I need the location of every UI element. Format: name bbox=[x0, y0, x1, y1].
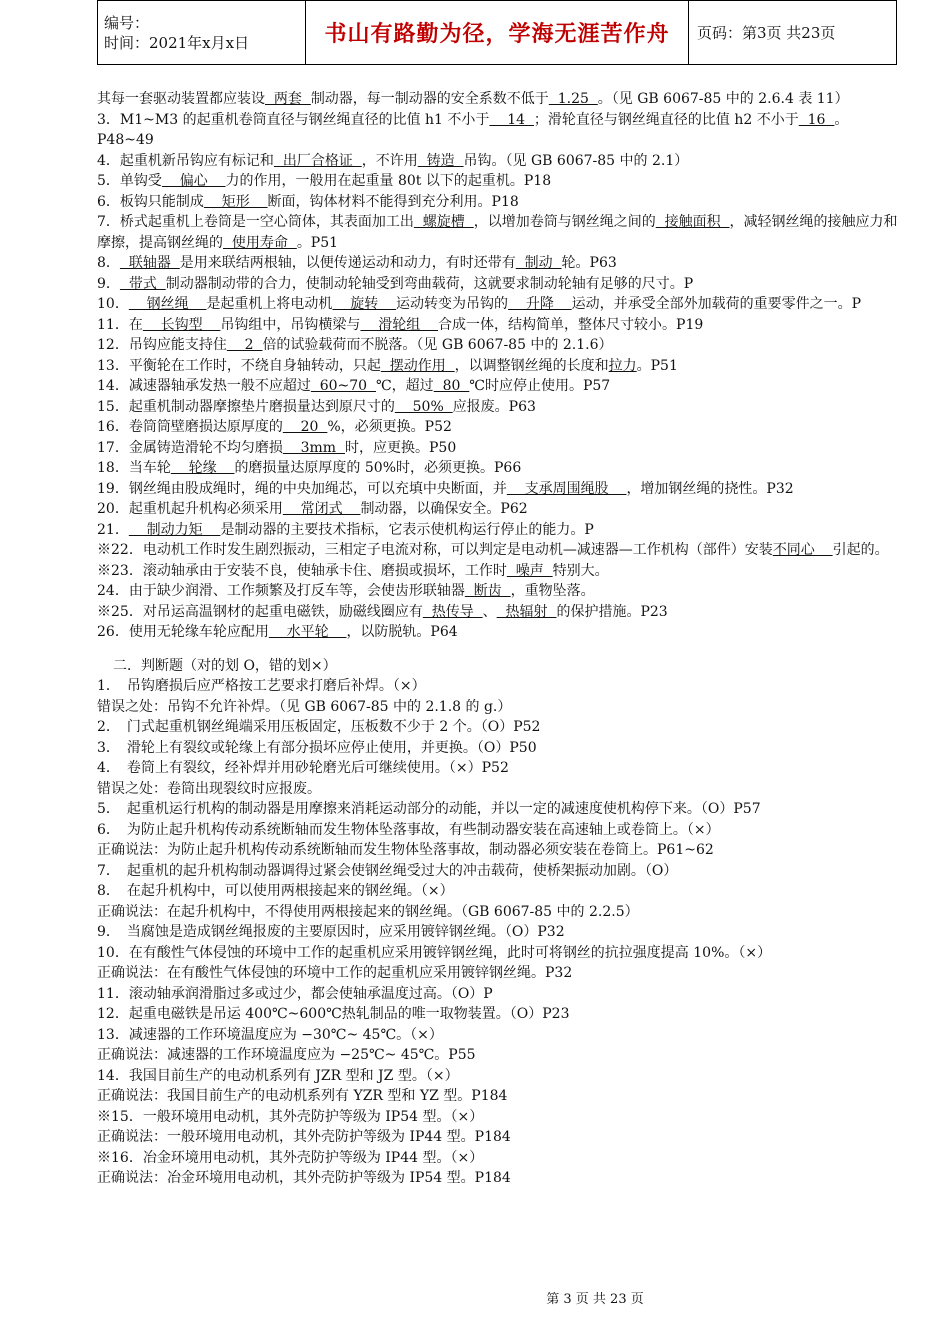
question-text: 引起的。 bbox=[832, 542, 889, 558]
judge-line: 13．减速器的工作环境温度应为 −30℃~ 45℃。（×） bbox=[97, 1026, 443, 1043]
fill-question bbox=[97, 520, 905, 541]
question-text: ，增加钢丝绳的挠性。P32 bbox=[626, 480, 794, 497]
question-text: ℃，超过 bbox=[376, 378, 434, 394]
fill-question bbox=[97, 581, 905, 602]
question-text: ；滑轮直径与钢丝绳直径的比值 h2 不小于 bbox=[533, 111, 799, 128]
question-text: 18．当车轮 bbox=[97, 460, 171, 476]
question-text: 。P48~49 bbox=[97, 111, 849, 148]
answer-blank: 热传导 bbox=[422, 603, 483, 620]
document-body bbox=[97, 89, 905, 1189]
answer-blank: 水平轮 bbox=[268, 624, 347, 640]
fill-question bbox=[97, 622, 905, 643]
judge-line: 正确说法：为防止起升机构传动系统断轴而发生物体坠落事故，制动器必须安装在卷筒上。P61~62 bbox=[97, 842, 714, 858]
fill-question bbox=[97, 602, 905, 623]
question-text: ※25．对吊运高温钢材的起重电磁铁，励磁线圈应有 bbox=[97, 603, 423, 620]
fill-question bbox=[97, 294, 905, 315]
question-text: 。P51 bbox=[636, 357, 678, 374]
question-text: 运动，并承受全部外加载荷的重要零件之一。P bbox=[571, 296, 862, 312]
judge-line: 3． 滑轮上有裂纹或轮缘上有部分损坏应停止使用，并更换。（O）P50 bbox=[97, 739, 537, 756]
page-footer: 第 3 页 共 23 页 bbox=[546, 1292, 644, 1307]
question-text: 的磨损量达原厚度的 50%时，必须更换。P66 bbox=[234, 460, 522, 476]
answer-blank: 升降 bbox=[508, 296, 572, 312]
question-text: 4．起重机新吊钩应有标记和 bbox=[97, 152, 274, 169]
answer-blank: 矩形 bbox=[203, 193, 268, 210]
judge-line: 6． 为防止起升机构传动系统断轴而发生物体坠落事故，有些制动器安装在高速轴上或卷筒上。（×） bbox=[97, 821, 720, 838]
answer-blank: 摆动作用 bbox=[380, 357, 455, 374]
question-text: ℃时应停止使用。P57 bbox=[469, 378, 611, 394]
answer-blank: 联轴器 bbox=[119, 255, 180, 271]
question-text: ，重物坠落。 bbox=[510, 583, 595, 599]
fill-question bbox=[97, 356, 905, 377]
answer-blank: 常闭式 bbox=[282, 501, 361, 517]
question-text: 14．减速器轴承发热一般不应超过 bbox=[97, 378, 311, 394]
question-text: 断面，钩体材料不能得到充分利用。P18 bbox=[267, 193, 519, 210]
question-text: 24．由于缺少润滑、工作频繁及打反车等，会使齿形联轴器 bbox=[97, 583, 465, 599]
fill-question bbox=[97, 458, 905, 479]
judge-line: 7． 起重机的起升机构制动器调得过紧会使钢丝绳受过大的冲击载荷，使桥架振动加剧。（O） bbox=[97, 862, 678, 879]
judge-line: 正确说法：冶金环境用电动机，其外壳防护等级为 IP54 型。P184 bbox=[97, 1170, 511, 1186]
answer-blank: 80 bbox=[433, 378, 470, 394]
judge-line: 14．我国目前生产的电动机系列有 JZR 型和 JZ 型。（×） bbox=[97, 1067, 459, 1084]
question-text: 26．使用无轮缘车轮应配用 bbox=[97, 624, 269, 640]
judge-line: 1． 吊钩磨损后应严格按工艺要求打磨后补焊。（×） bbox=[97, 678, 426, 694]
answer-blank: 两套 bbox=[265, 91, 311, 107]
question-text: 19．钢丝绳由股成绳时，绳的中央加绳芯，可以充填中央断面，并 bbox=[97, 480, 507, 497]
fill-question bbox=[97, 499, 905, 520]
question-text: 16．卷筒筒壁磨损达原厚度的 bbox=[97, 419, 283, 435]
fill-question bbox=[97, 274, 905, 295]
question-text: ，不许用 bbox=[361, 152, 418, 169]
question-text: 9． bbox=[97, 275, 120, 292]
document-number: 编号： bbox=[104, 13, 150, 32]
answer-blank: 接触面积 bbox=[655, 214, 730, 230]
judge-line: 8． 在起升机构中，可以使用两根接起来的钢丝绳。（×） bbox=[97, 883, 454, 899]
judge-line: 错误之处：卷筒出现裂纹时应报废。 bbox=[97, 780, 321, 797]
question-text: 是起重机上将电动机 bbox=[206, 296, 333, 312]
answer-blank: 1.25 bbox=[548, 91, 598, 107]
answer-blank: 旋转 bbox=[332, 296, 397, 312]
question-text: 。P51 bbox=[296, 234, 339, 251]
answer-blank: 制动力矩 bbox=[128, 521, 221, 538]
question-text: 力的作用，一般用在起重量 80t 以下的起重机。P18 bbox=[225, 173, 552, 189]
question-text: %，必须更换。P52 bbox=[327, 419, 452, 435]
answer-blank: 支承周围绳股 bbox=[506, 480, 627, 497]
question-text: 7．桥式起重机上卷筒是一空心筒体，其表面加工出 bbox=[97, 214, 414, 230]
question-text: 是用来联结两根轴，以便传递运动和动力，有时还带有 bbox=[179, 255, 516, 271]
answer-blank: 出厂合格证 bbox=[273, 152, 362, 169]
fill-question bbox=[97, 151, 905, 172]
question-text: 的保护措施。P23 bbox=[556, 603, 668, 620]
question-text: 应报废。P63 bbox=[452, 398, 536, 415]
fill-question bbox=[97, 89, 905, 110]
judge-line: 正确说法：在起升机构中，不得使用两根接起来的钢丝绳。（GB 6067-85 中的 2.2.5） bbox=[97, 903, 639, 920]
answer-blank: 钢丝绳 bbox=[128, 296, 207, 312]
question-text: 制动器，每一制动器的安全系数不低于 bbox=[310, 91, 549, 107]
question-text: ，以防脱轨。P64 bbox=[346, 624, 458, 640]
fill-question bbox=[97, 192, 905, 213]
judge-line: 9． 当腐蚀是造成钢丝绳报废的主要原因时，应采用镀锌钢丝绳。（O）P32 bbox=[97, 924, 565, 940]
answer-blank: 断齿 bbox=[464, 583, 511, 599]
judge-line: 正确说法：减速器的工作环境温度应为 −25℃~ 45℃。P55 bbox=[97, 1047, 476, 1063]
question-text: 是制动器的主要技术指标，它表示使机构运行停止的能力。P bbox=[220, 521, 594, 538]
judge-line: 10．在有酸性气体侵蚀的环境中工作的起重机应采用镀锌钢丝绳，此时可将钢丝的抗拉强度提高 10%。（×） bbox=[97, 944, 772, 961]
answer-blank: 制动 bbox=[515, 255, 562, 271]
fill-question bbox=[97, 561, 905, 582]
question-text: 合成一体，结构简单，整体尺寸较小。P19 bbox=[438, 316, 704, 333]
question-text: 8． bbox=[97, 255, 120, 271]
answer-blank: 14 bbox=[489, 111, 534, 128]
question-text: ※22．电动机工作时发生剧烈振动，三相定子电流对称，可以判定是电动机—减速器—工作机构（部件）安装 bbox=[97, 542, 773, 558]
fill-question bbox=[97, 438, 905, 459]
answer-blank: 16 bbox=[798, 111, 835, 128]
judge-line: 4． 卷筒上有裂纹，经补焊并用砂轮磨光后可继续使用。（×）P52 bbox=[97, 760, 509, 776]
answer-blank: 20 bbox=[282, 419, 328, 435]
answer-blank: 滑轮组 bbox=[360, 316, 439, 333]
question-text: 轮。P63 bbox=[561, 255, 617, 271]
question-text: 20．起重机起升机构必须采用 bbox=[97, 501, 283, 517]
judge-line: 正确说法：我国目前生产的电动机系列有 YZR 型和 YZ 型。P184 bbox=[97, 1088, 508, 1104]
question-text: 12．吊钩应能支持住 bbox=[97, 337, 227, 353]
judge-line: 12．起重电磁铁是吊运 400℃~600℃热轧制品的唯一取物装置。（O）P23 bbox=[97, 1006, 570, 1022]
fill-in-questions bbox=[97, 89, 905, 643]
fill-question bbox=[97, 315, 905, 336]
question-text: 5．单钩受 bbox=[97, 173, 162, 189]
fill-question bbox=[97, 335, 905, 356]
answer-blank: 偏心 bbox=[161, 173, 226, 189]
question-text: 其每一套驱动装置都应装设 bbox=[97, 91, 265, 107]
question-text: ，以调整钢丝绳的长度和 bbox=[454, 357, 609, 374]
question-text: 吊钩。（见 GB 6067-85 中的 2.1） bbox=[463, 152, 689, 169]
header-meta bbox=[98, 1, 306, 65]
question-text: 倍的试验载荷而不脱落。（见 GB 6067-85 中的 2.1.6） bbox=[262, 337, 613, 353]
question-text: 吊钩组中，吊钩横梁与 bbox=[220, 316, 361, 333]
header-page-label: 页码：第3页 共23页 bbox=[689, 1, 897, 65]
judge-line: ※15．一般环境用电动机，其外壳防护等级为 IP54 型。（×） bbox=[97, 1108, 484, 1125]
question-text: 。（见 GB 6067-85 中的 2.6.4 表 11） bbox=[597, 91, 849, 107]
question-text: 运动转变为吊钩的 bbox=[396, 296, 509, 312]
fill-question bbox=[97, 110, 905, 151]
fill-question bbox=[97, 479, 905, 500]
fill-question bbox=[97, 397, 905, 418]
question-text: 制动器，以确保安全。P62 bbox=[360, 501, 528, 517]
judge-line: 11．滚动轴承润滑脂过多或过少，都会使轴承温度过高。（O）P bbox=[97, 985, 493, 1002]
answer-blank: 螺旋槽 bbox=[413, 214, 474, 230]
answer-blank: 轮缘 bbox=[170, 460, 235, 476]
fill-question bbox=[97, 212, 905, 253]
answer-blank: 带式 bbox=[119, 275, 166, 292]
question-text: ，以增加卷筒与钢丝绳之间的 bbox=[473, 214, 656, 230]
judge-line: 2． 门式起重机钢丝绳端采用压板固定，压板数不少于 2 个。（O）P52 bbox=[97, 719, 541, 735]
judge-line: ※16．冶金环境用电动机，其外壳防护等级为 IP44 型。（×） bbox=[97, 1149, 484, 1166]
answer-blank: 不同心 bbox=[772, 542, 833, 558]
answer-blank: 拉力 bbox=[608, 357, 637, 374]
answer-blank: 50% bbox=[394, 398, 453, 415]
question-text: 21． bbox=[97, 521, 129, 538]
question-text: 13．平衡轮在工作时，不绕自身轴转动，只起 bbox=[97, 357, 381, 374]
fill-question bbox=[97, 171, 905, 192]
question-text: 11．在 bbox=[97, 316, 143, 333]
fill-question bbox=[97, 540, 905, 561]
question-text: 特别大。 bbox=[552, 562, 609, 579]
question-text: 15．起重机制动器摩擦垫片磨损量达到原尺寸的 bbox=[97, 398, 395, 415]
section-title: 二．判断题（对的划 O，错的划×） bbox=[113, 657, 337, 674]
fill-question bbox=[97, 417, 905, 438]
fill-question bbox=[97, 376, 905, 397]
fill-question bbox=[97, 253, 905, 274]
answer-blank: 长钩型 bbox=[142, 316, 221, 333]
question-text: 6．板钩只能制成 bbox=[97, 193, 204, 210]
judge-line: 正确说法：在有酸性气体侵蚀的环境中工作的起重机应采用镀锌钢丝绳。P32 bbox=[97, 965, 573, 981]
judge-line: 错误之处：吊钩不允许补焊。（见 GB 6067-85 中的 2.1.8 的 g.） bbox=[97, 698, 512, 715]
question-text: ※23．滚动轴承由于安装不良，使轴承卡住、磨损或损坏，工作时 bbox=[97, 562, 507, 579]
answer-blank: 3mm bbox=[282, 439, 345, 456]
question-text: 时，应更换。P50 bbox=[345, 439, 457, 456]
answer-blank: 使用寿命 bbox=[223, 234, 297, 251]
document-time: 时间：2021年x月x日 bbox=[104, 33, 250, 52]
question-text: 17．金属铸造滑轮不均匀磨损 bbox=[97, 439, 283, 456]
judge-line: 正确说法：一般环境用电动机，其外壳防护等级为 IP44 型。P184 bbox=[97, 1129, 511, 1145]
answer-blank: 铸造 bbox=[417, 152, 464, 169]
header-table bbox=[97, 0, 897, 65]
question-text: 制动器制动带的合力，使制动轮轴受到弯曲载荷，这就要求制动轮轴有足够的尺寸。P bbox=[165, 275, 694, 292]
question-text: 10． bbox=[97, 296, 129, 312]
question-text: 3．M1~M3 的起重机卷筒直径与钢丝绳直径的比值 h1 不小于 bbox=[97, 111, 490, 128]
true-false-questions bbox=[97, 676, 905, 1189]
judge-line: 5． 起重机运行机构的制动器是用摩擦来消耗运动部分的动能，并以一定的减速度使机构停下来。（O）P57 bbox=[97, 801, 761, 817]
answer-blank: 2 bbox=[226, 337, 263, 353]
header-motto: 书山有路勤为径，学海无涯苦作舟 bbox=[306, 1, 689, 65]
question-text: ，减轻钢丝绳的接触应力和摩擦，提高钢丝绳的 bbox=[97, 214, 898, 251]
question-text: 、 bbox=[482, 603, 497, 620]
answer-blank: 噪声 bbox=[506, 562, 553, 579]
answer-blank: 热辐射 bbox=[496, 603, 557, 620]
answer-blank: 60~70 bbox=[310, 378, 376, 394]
